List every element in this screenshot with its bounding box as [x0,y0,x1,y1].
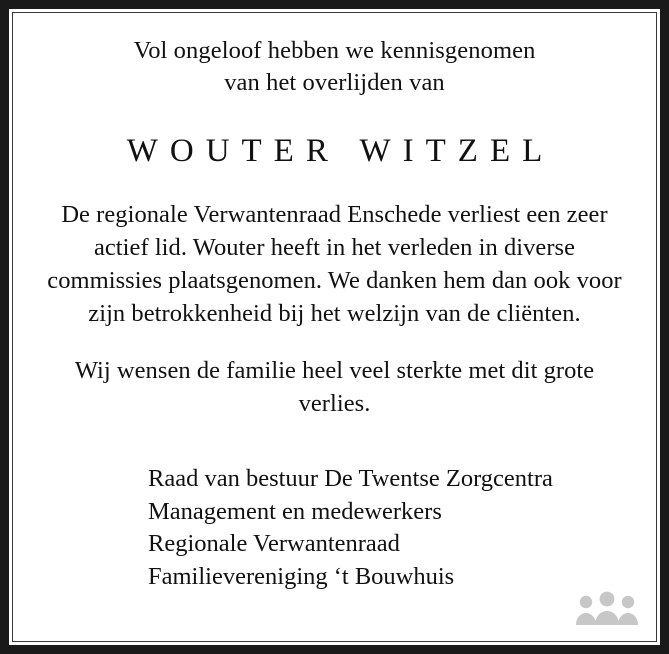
body-paragraph: De regionale Verwantenraad Enschede verliest een zeer actief lid. Wouter heeft in het verleden in diverse commissies plaatsgenomen. We danken hem dan ook voor zijn betrokkenheid bij het welzijn van de cliënten. [47,200,622,327]
intro-text [43,35,626,100]
intro-line-1: Vol ongeloof hebben we kennisgenomen [133,37,536,64]
intro-line-2: van het overlijden van [224,69,445,97]
signatory-list [43,463,626,595]
deceased-name: WOUTER WITZEL [126,132,555,169]
card-content [9,9,660,594]
signatory-item: Management en medewerkers [148,497,442,525]
people-group-icon [574,589,640,633]
closing-paragraph: Wij wensen de familie heel veel sterkte met dit grote verlies. [74,356,595,417]
signatory-item: Regionale Verwantenraad [148,530,400,558]
signatory-item: Familievereniging ‘t Bouwhuis [148,563,455,591]
signatory-item: Raad van bestuur De Twentse Zorgcentra [148,464,553,492]
